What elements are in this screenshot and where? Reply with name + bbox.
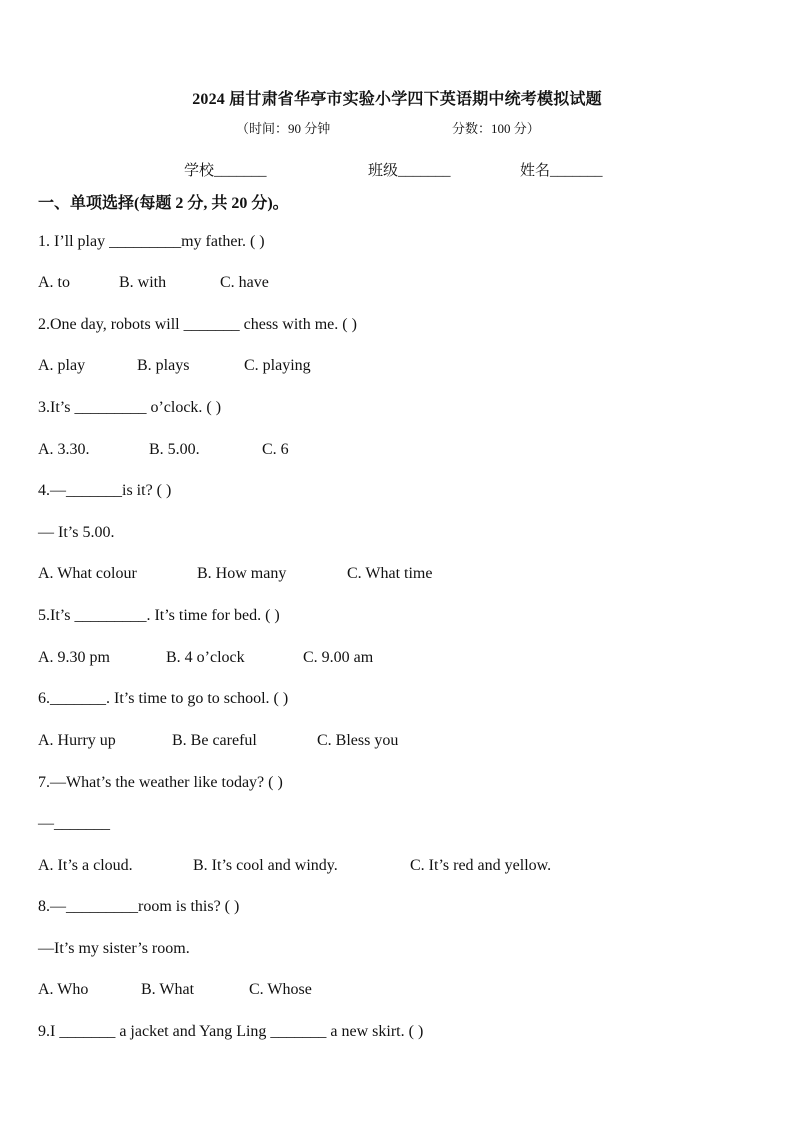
option-a: A. to <box>38 274 70 291</box>
option-c: C. 9.00 am <box>303 649 374 666</box>
option-c: C. Whose <box>249 981 312 998</box>
section-heading: 一、单项选择(每题 2 分, 共 20 分)。 <box>38 195 289 212</box>
question-9: 9.I _______ a jacket and Yang Ling _______ a new skirt. ( ) <box>38 1023 424 1040</box>
question-5: 5.It’s _________. It’s time for bed. ( ) <box>38 607 280 624</box>
option-a: A. 3.30. <box>38 441 90 458</box>
option-b: B. with <box>119 274 167 291</box>
option-b: B. 5.00. <box>149 441 200 458</box>
option-a: A. Hurry up <box>38 732 116 749</box>
question-3: 3.It’s _________ o’clock. ( ) <box>38 399 222 416</box>
question-6: 6._______. It’s time to go to school. ( ) <box>38 690 289 707</box>
options-1 <box>38 274 269 292</box>
option-c: C. playing <box>244 357 311 374</box>
option-b: B. How many <box>197 565 287 582</box>
options-2 <box>38 357 311 375</box>
option-a: A. 9.30 pm <box>38 649 110 666</box>
option-b: B. What <box>141 981 195 998</box>
option-a: A. What colour <box>38 565 137 582</box>
option-b: B. 4 o’clock <box>166 649 245 666</box>
question-2: 2.One day, robots will _______ chess with me. ( ) <box>38 316 357 333</box>
options-4 <box>38 565 432 583</box>
question-4: 4.—_______is it? ( ) <box>38 482 172 499</box>
option-c: C. Bless you <box>317 732 399 749</box>
option-a: A. play <box>38 357 86 374</box>
options-5 <box>38 649 373 667</box>
time-info: （时间：90 分钟 <box>236 121 331 136</box>
answer-line-4: — It’s 5.00. <box>38 524 115 541</box>
class-field: 班级_______ <box>368 163 451 179</box>
options-3 <box>38 441 289 459</box>
school-field: 学校_______ <box>184 163 267 179</box>
option-c: C. It’s red and yellow. <box>410 857 552 874</box>
option-c: C. 6 <box>262 441 289 458</box>
option-b: B. It’s cool and windy. <box>193 857 338 874</box>
score-info: 分数：100 分） <box>452 121 540 136</box>
option-b: B. Be careful <box>172 732 257 749</box>
answer-line-8: —It’s my sister’s room. <box>38 940 190 957</box>
name-field: 姓名_______ <box>520 163 603 179</box>
question-1: 1. I’ll play _________my father. ( ) <box>38 233 265 250</box>
answer-line-7: —_______ <box>38 815 110 832</box>
option-c: C. have <box>220 274 269 291</box>
question-8: 8.—_________room is this? ( ) <box>38 898 240 915</box>
option-a: A. It’s a cloud. <box>38 857 133 874</box>
option-b: B. plays <box>137 357 190 374</box>
question-7: 7.—What’s the weather like today? ( ) <box>38 774 283 791</box>
page-title: 2024 届甘肃省华亭市实验小学四下英语期中统考模拟试题 <box>192 91 602 108</box>
options-8 <box>38 981 312 999</box>
options-7 <box>38 857 551 875</box>
option-a: A. Who <box>38 981 89 998</box>
options-6 <box>38 732 398 750</box>
option-c: C. What time <box>347 565 433 582</box>
